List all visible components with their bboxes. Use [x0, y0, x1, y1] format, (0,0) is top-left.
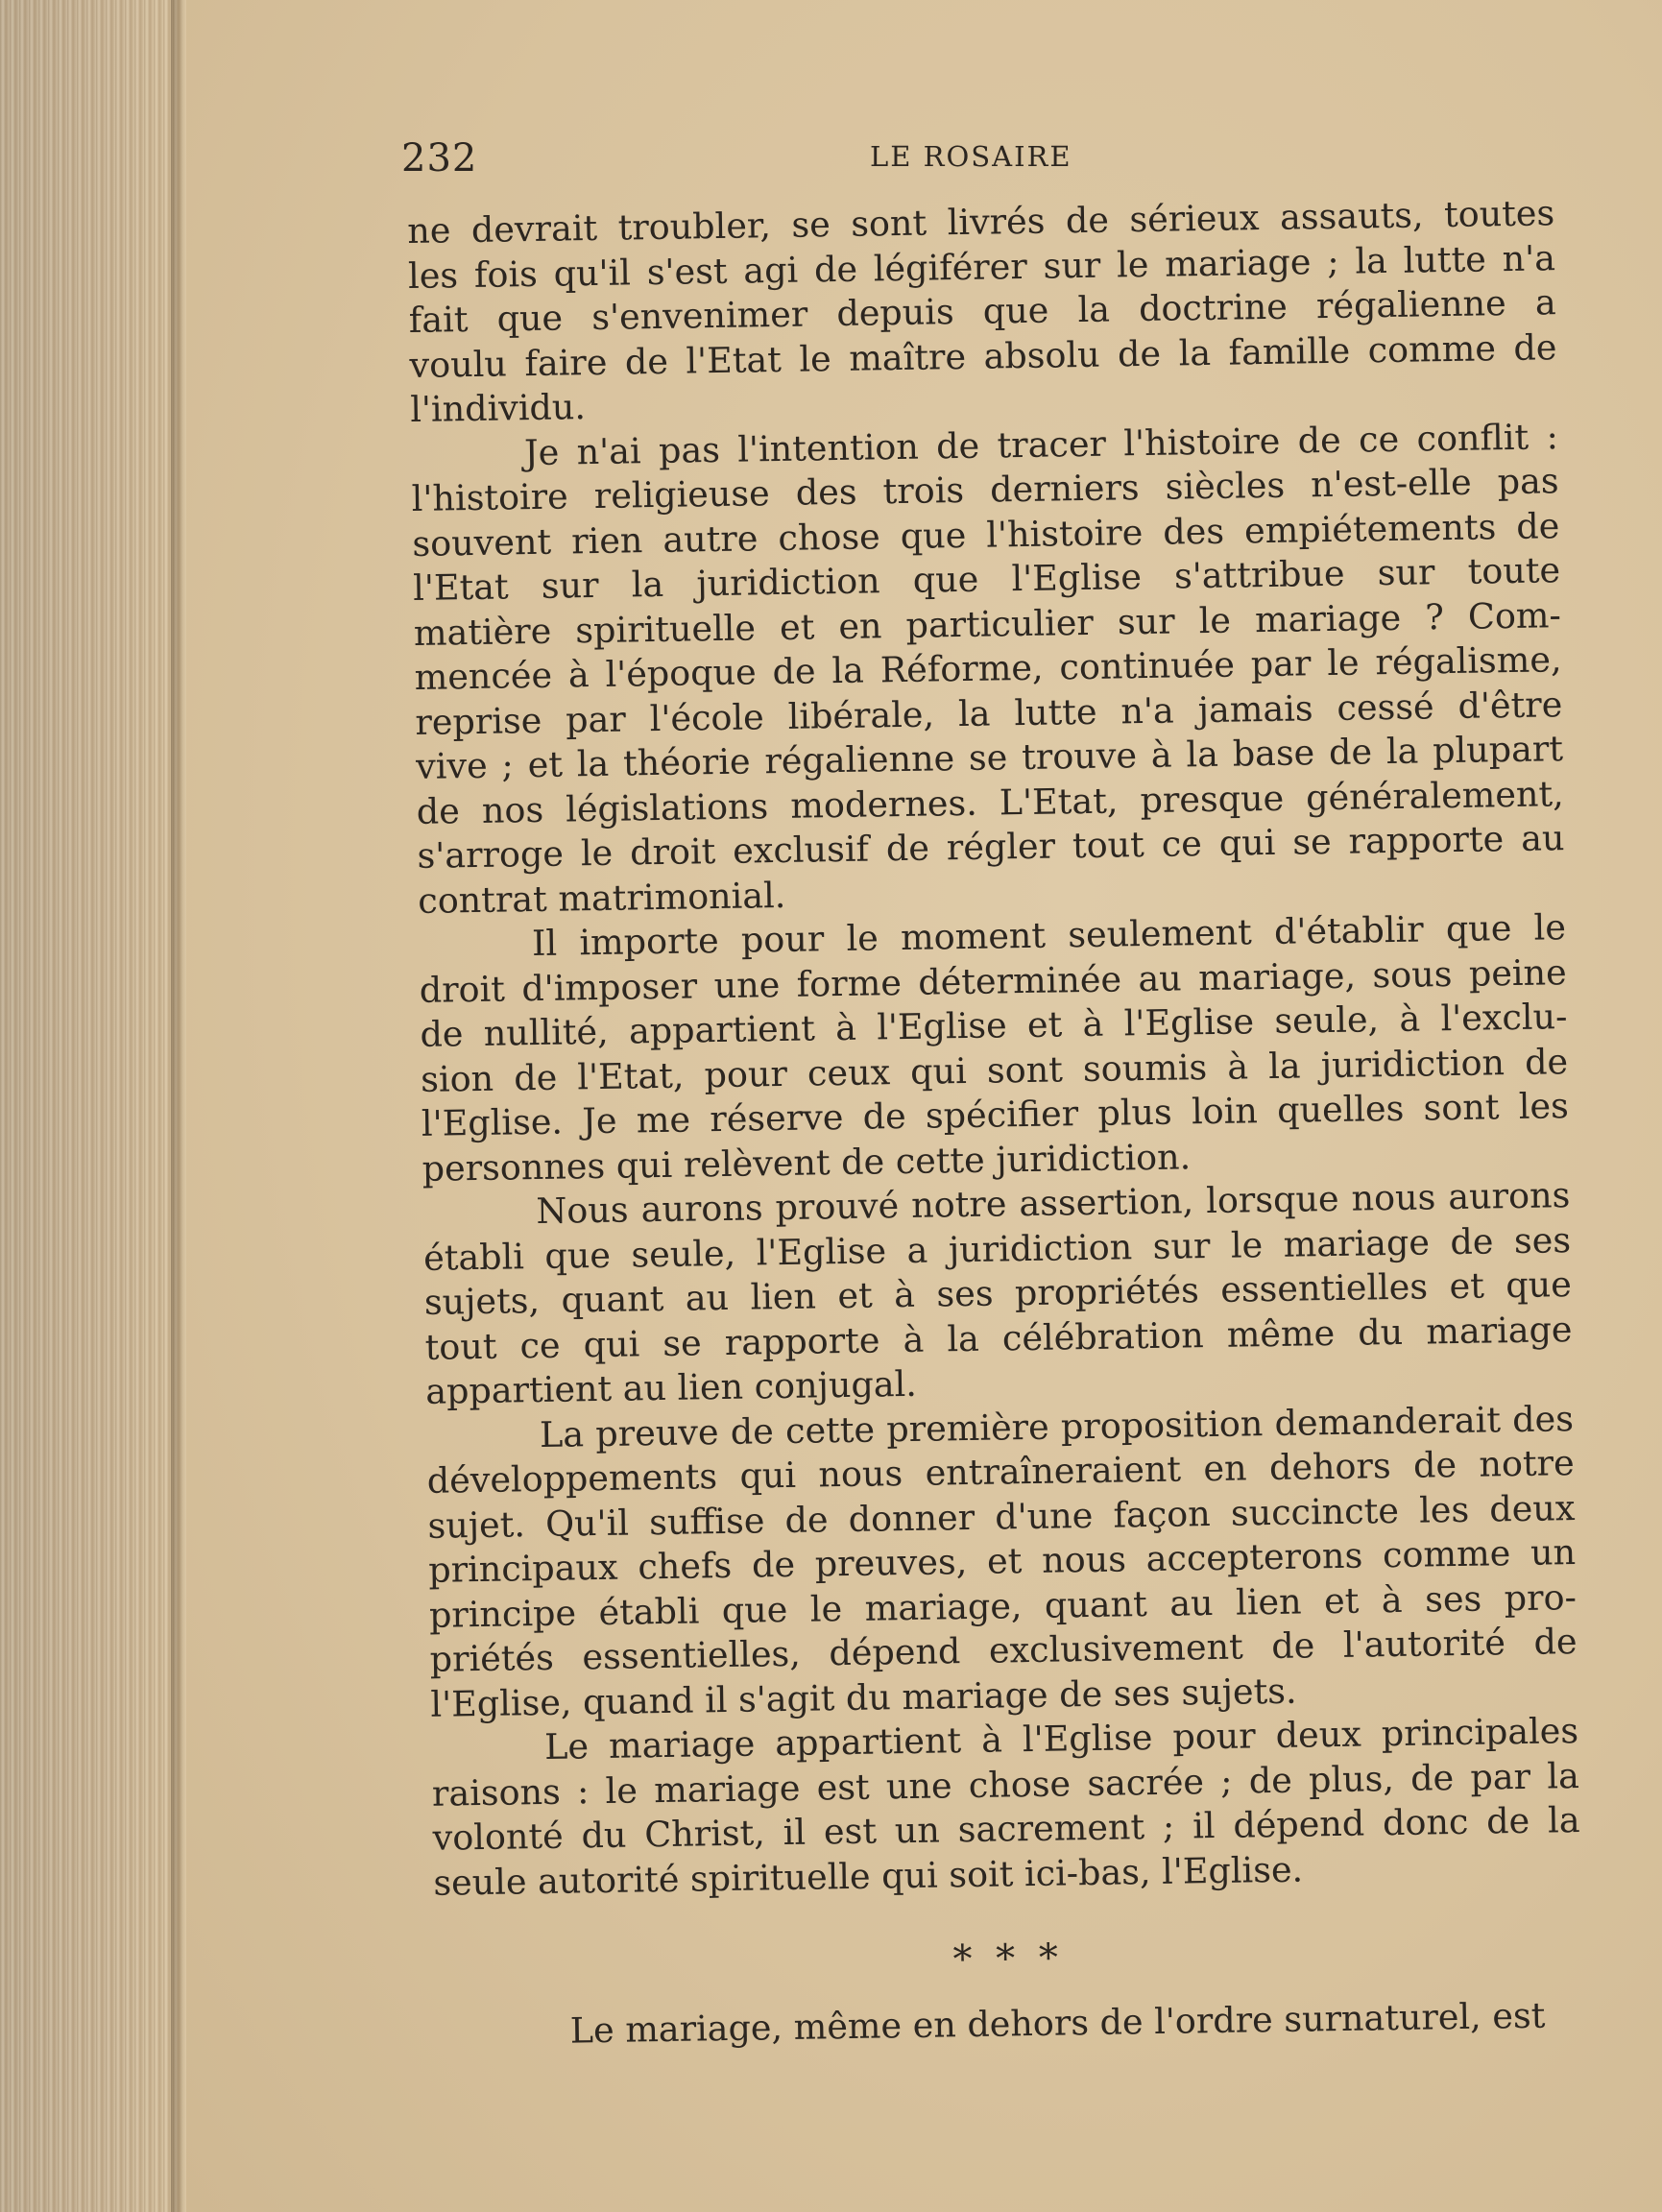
paragraph-start-line: Je n'ai pas l'intention de tracer l'histoire de ce conflit :: [523, 415, 1559, 473]
text-line: sion de l'Etat, pour ceux qui sont soumis à la juridiction de: [420, 1040, 1569, 1100]
page-number: 232: [401, 136, 478, 180]
text-line: principaux chefs de preuves, et nous accepterons comme un: [427, 1531, 1577, 1591]
text-line: mencée à l'époque de la Réforme, continuée par le régalisme,: [414, 638, 1562, 698]
text-line: les fois qu'il s'est agi de légiférer sur le mariage ; la lutte n'a: [407, 236, 1556, 297]
text-line: tout ce qui se rapporte à la célébration même du mariage: [424, 1308, 1573, 1368]
text-line: l'histoire religieuse des trois derniers siècles n'est-elle pas: [411, 460, 1559, 519]
text-line: l'individu.: [409, 386, 587, 430]
text-line: voulu faire de l'Etat le maître absolu de la famille comme de: [409, 325, 1557, 386]
text-line: fait que s'envenimer depuis que la doctrine régalienne a: [408, 281, 1557, 341]
section-separator-asterisks: * * *: [952, 1936, 1065, 1983]
text-line: priétés essentielles, dépend exclusivement de l'autorité de: [429, 1621, 1578, 1680]
paragraph-start-line: Il importe pour le moment seulement d'établir que le: [531, 906, 1567, 965]
text-line: sujet. Qu'il suffise de donner d'une façon succincte les deux: [427, 1486, 1576, 1547]
running-title: LE ROSAIRE: [870, 140, 1072, 173]
text-line: l'Etat sur la juridiction que l'Eglise s'attribue sur toute: [412, 549, 1561, 609]
text-line: de nos législations modernes. L'Etat, presque généralement,: [416, 772, 1565, 832]
text-line: appartient au lien conjugal.: [425, 1362, 918, 1412]
text-line: établi que seule, l'Eglise a juridiction sur le mariage de ses: [422, 1218, 1572, 1279]
text-line: l'Eglise, quand il s'agit du mariage de ses sujets.: [430, 1670, 1297, 1725]
text-line: contrat matrimonial.: [417, 874, 786, 922]
paragraph-start-line: Le mariage, même en dehors de l'ordre surnaturel, est: [569, 1994, 1546, 2052]
text-line: droit d'imposer une forme déterminée au mariage, sous peine: [419, 950, 1567, 1011]
paragraph-start-line: Nous aurons prouvé notre assertion, lorsque nous aurons: [536, 1174, 1571, 1233]
text-line: développements qui nous entraîneraient en dehors de notre: [426, 1442, 1575, 1502]
text-line: l'Eglise. Je me réserve de spécifier plus loin quelles sont les: [421, 1085, 1570, 1144]
paragraph-start-line: Le mariage appartient à l'Eglise pour deux principales: [543, 1710, 1579, 1767]
paragraph-start-line: La preuve de cette première proposition demanderait des: [539, 1397, 1575, 1455]
running-head: [401, 136, 1534, 184]
gutter-shadow: [171, 0, 186, 2212]
text-line: souvent rien autre chose que l'histoire des empiétements de: [412, 504, 1560, 565]
text-line: reprise par l'école libérale, la lutte n'a jamais cessé d'être: [415, 683, 1563, 743]
text-line: seule autorité spirituelle qui soit ici-bas, l'Eglise.: [433, 1848, 1304, 1904]
text-line: personnes qui relèvent de cette juridiction.: [422, 1135, 1192, 1190]
text-line: vive ; et la théorie régalienne se trouve à la base de la plupart: [415, 728, 1564, 787]
book-binding-gutter: [0, 0, 182, 2212]
text-line: principe établi que le mariage, quant au lien et à ses pro-: [428, 1575, 1578, 1636]
text-line: s'arroge le droit exclusif de régler tout ce qui se rapporte au: [417, 817, 1565, 877]
text-line: matière spirituelle et en particulier sur le mariage ? Com-: [413, 593, 1562, 654]
text-line: de nullité, appartient à l'Eglise et à l'Eglise seule, à l'exclu-: [420, 996, 1568, 1055]
text-line: raisons : le mariage est une chose sacrée ; de plus, de par la: [431, 1754, 1580, 1815]
body-text: [407, 191, 1583, 2056]
text-line: sujets, quant au lien et à ses propriétés essentielles et que: [423, 1263, 1573, 1323]
text-line: ne devrait troubler, se sont livrés de sérieux assauts, toutes: [407, 192, 1555, 252]
text-line: volonté du Christ, il est un sacrement ; il dépend donc de la: [432, 1799, 1580, 1859]
